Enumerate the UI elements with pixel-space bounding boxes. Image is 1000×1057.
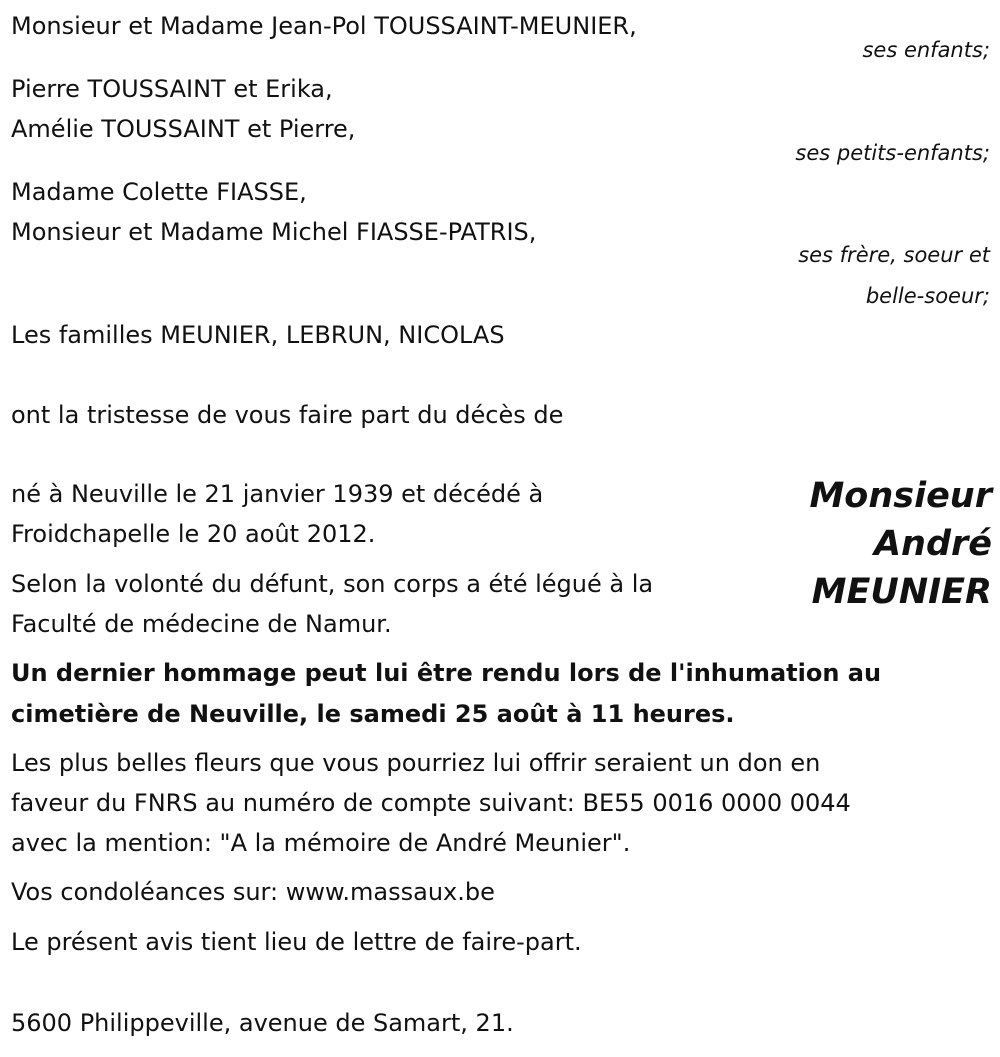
tribute-line: cimetière de Neuville, le samedi 25 août à 11 heures.: [11, 700, 735, 728]
siblings-role: ses frère, soeur et: [798, 243, 990, 267]
sibling-name: Madame Colette FIASSE,: [11, 178, 307, 206]
children-names: Monsieur et Madame Jean-Pol TOUSSAINT-MEUNIER,: [11, 12, 637, 40]
children-role: ses enfants;: [862, 38, 990, 62]
deceased-name: [809, 472, 992, 616]
will-line: Selon la volonté du défunt, son corps a été légué à la: [11, 570, 654, 598]
sibling-name: Monsieur et Madame Michel FIASSE-PATRIS,: [11, 218, 537, 246]
grandchild-name: Amélie TOUSSAINT et Pierre,: [11, 115, 356, 143]
siblings-role: belle-soeur;: [865, 284, 990, 308]
birth-death-line: né à Neuville le 21 janvier 1939 et décédé à: [11, 480, 544, 508]
grandchildren-role: ses petits-enfants;: [795, 141, 990, 165]
flowers-line: avec la mention: "A la mémoire de André Meunier".: [11, 829, 631, 857]
deceased-title: Monsieur: [809, 476, 992, 516]
families-line: Les familles MEUNIER, LEBRUN, NICOLAS: [11, 321, 505, 349]
condolences-line: Vos condoléances sur: www.massaux.be: [11, 878, 495, 906]
tribute-line: Un dernier hommage peut lui être rendu lors de l'inhumation au: [11, 659, 882, 687]
deceased-last-name: MEUNIER: [811, 572, 992, 612]
flowers-line: faveur du FNRS au numéro de compte suivant: BE55 0016 0000 0044: [11, 789, 851, 817]
birth-death-line: Froidchapelle le 20 août 2012.: [11, 520, 376, 548]
flowers-line: Les plus belles fleurs que vous pourriez lui offrir seraient un don en: [11, 749, 821, 777]
will-line: Faculté de médecine de Namur.: [11, 610, 392, 638]
address-line: 5600 Philippeville, avenue de Samart, 21.: [11, 1009, 514, 1037]
announcement-text: ont la tristesse de vous faire part du décès de: [11, 401, 564, 429]
grandchild-name: Pierre TOUSSAINT et Erika,: [11, 75, 333, 103]
deceased-first-name: André: [873, 524, 992, 564]
notice-line: Le présent avis tient lieu de lettre de faire-part.: [11, 928, 582, 956]
